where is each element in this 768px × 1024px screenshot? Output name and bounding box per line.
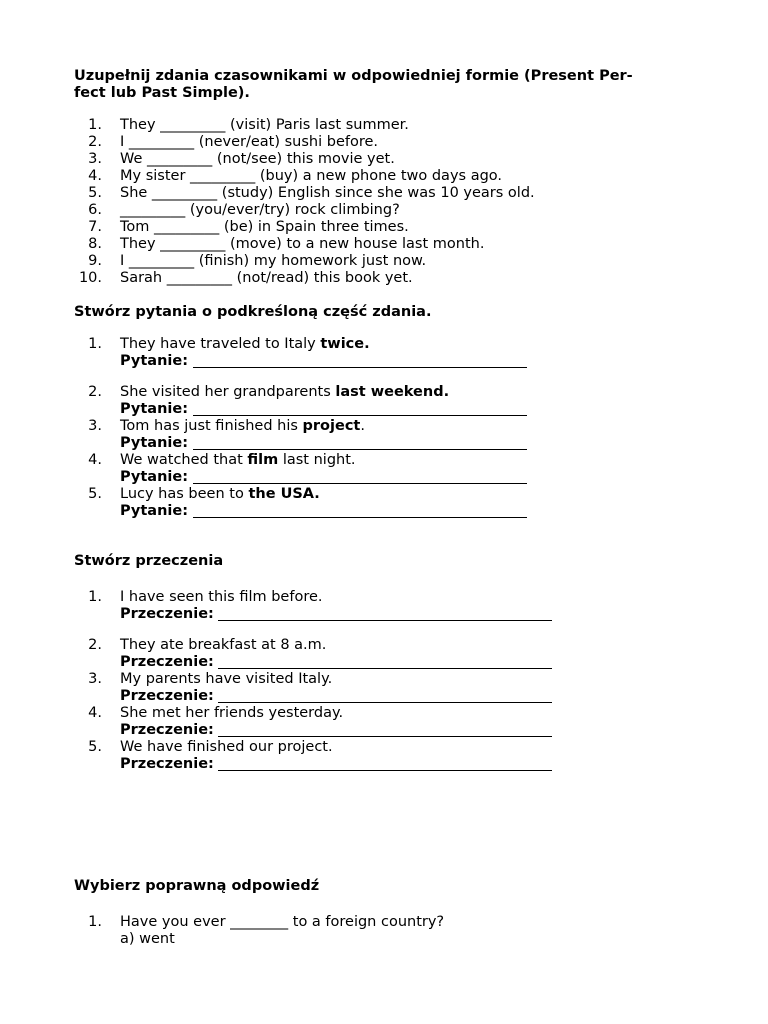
list-item: 3. My parents have visited Italy. Przeczenie: [74,671,552,705]
underlined-part: last weekend. [335,384,450,400]
list-item: 9. I _________ (finish) my homework just now. [88,253,427,269]
list-item: 3. Tom has just finished his project. Pytanie: [74,418,527,452]
exercise3-title: Stwórz przeczenia [74,553,224,569]
underlined-part: the USA. [248,486,320,502]
answer-label: Przeczenie: [120,722,214,738]
answer-label: Pytanie: [120,353,188,369]
exercise4-list [74,914,444,948]
sentence: She _________ (study) English since she was 10 years old. [120,185,535,201]
list-item: 1. They have traveled to Italy twice. Pytanie: [74,336,527,370]
list-item: 4. My sister _________ (buy) a new phone two days ago. [88,168,503,184]
answer-line[interactable] [218,722,552,737]
answer-label: Pytanie: [120,401,188,417]
exercise3-list [74,589,552,773]
list-item: 2. I _________ (never/eat) sushi before. [88,134,379,150]
sentence: I _________ (never/eat) sushi before. [120,134,379,150]
sentence: My sister _________ (buy) a new phone two days ago. [120,168,503,184]
list-item: 7. Tom _________ (be) in Spain three times. [88,219,409,235]
list-item: 5. Lucy has been to the USA. Pytanie: [74,486,527,520]
sentence: They ate breakfast at 8 a.m. [120,637,327,653]
sentence: I have seen this film before. [120,589,323,605]
exercise2-title: Stwórz pytania o podkreśloną część zdania. [74,304,432,320]
list-item: 2. She visited her grandparents last weekend. Pytanie: [74,384,527,418]
underlined-part: project [302,418,361,434]
underlined-part: film [247,452,279,468]
answer-label: Pytanie: [120,435,188,451]
answer-label: Pytanie: [120,469,188,485]
answer-label: Przeczenie: [120,756,214,772]
sentence: We have finished our project. [120,739,333,755]
list-item: 4. She met her friends yesterday. Przeczenie: [74,705,552,739]
answer-label: Przeczenie: [120,654,214,670]
answer-line[interactable] [218,688,552,703]
answer-line[interactable] [193,353,527,368]
answer-line[interactable] [193,401,527,416]
list-item: 1. I have seen this film before. Przeczenie: [74,589,552,623]
exercise1-list [74,117,535,287]
list-item: 6. _________ (you/ever/try) rock climbing? [88,202,400,218]
answer-line[interactable] [218,606,552,621]
exercise2-list [74,336,527,520]
sentence: They _________ (move) to a new house last month. [120,236,485,252]
sentence: She met her friends yesterday. [120,705,344,721]
list-item: 5. She _________ (study) English since she was 10 years old. [88,185,535,201]
answer-line[interactable] [218,654,552,669]
answer-line[interactable] [218,756,552,771]
exercise4-title: Wybierz poprawną odpowiedź [74,878,320,894]
answer-label: Pytanie: [120,503,188,519]
answer-label: Przeczenie: [120,688,214,704]
sentence: We _________ (not/see) this movie yet. [120,151,395,167]
exercise1-title: Uzupełnij zdania czasownikami w odpowiedniej formie (Present Per- fect lub Past Simple). [74,68,633,101]
answer-line[interactable] [193,503,527,518]
question: Have you ever ________ to a foreign country? [120,914,445,930]
list-item: 1. They _________ (visit) Paris last summer. [88,117,409,133]
sentence: _________ (you/ever/try) rock climbing? [120,202,400,218]
underlined-part: twice. [320,336,370,352]
answer-line[interactable] [193,435,527,450]
list-item: 3. We _________ (not/see) this movie yet. [88,151,395,167]
answer-label: Przeczenie: [120,606,214,622]
list-item: 8. They _________ (move) to a new house last month. [88,236,485,252]
sentence: My parents have visited Italy. [120,671,333,687]
list-item: 4. We watched that film last night. Pytanie: [74,452,527,486]
answer-option[interactable]: a) went [120,931,175,947]
list-item: 10. Sarah _________ (not/read) this book yet. [78,270,413,286]
list-item: 1. Have you ever ________ to a foreign country? a) went [88,914,445,947]
answer-line[interactable] [193,469,527,484]
sentence: Sarah _________ (not/read) this book yet. [120,270,413,286]
sentence: They _________ (visit) Paris last summer. [120,117,409,133]
list-item: 2. They ate breakfast at 8 a.m. Przeczenie: [74,637,552,671]
sentence: I _________ (finish) my homework just now. [120,253,427,269]
list-item: 5. We have finished our project. Przeczenie: [74,739,552,773]
sentence: Tom _________ (be) in Spain three times. [120,219,409,235]
